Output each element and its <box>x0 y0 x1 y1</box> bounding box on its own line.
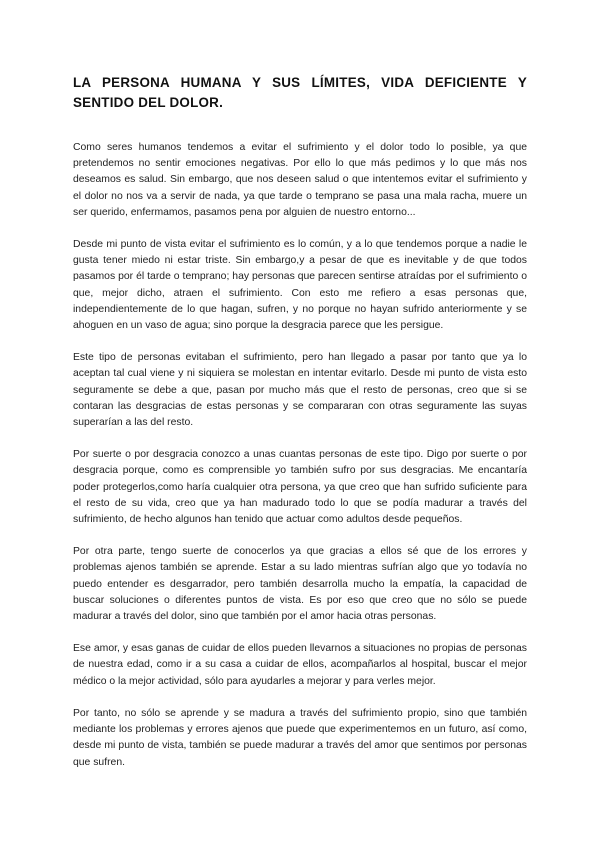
paragraph-3: Este tipo de personas evitaban el sufrimiento, pero han llegado a pasar por tanto que ya lo aceptan tal cual viene y ni siquiera se molestan en intentar evitarlo. Desde mi punto de vista esto seguramente se debe a que, pasan por mucho más que el resto de personas, creo que si se contaran las desgracias de estas personas y se compararan con otras seguramente las suyas superarían a las del resto. <box>73 352 527 429</box>
paragraph-7: Por tanto, no sólo se aprende y se madura a través del sufrimiento propio, sino que también mediante los problemas y errores ajenos que puede que experimentemos en un futuro, así como, desde mi punto de vista, también se puede madurar a través del amor que sentimos por personas que sufren. <box>73 707 527 768</box>
paragraph-5: Por otra parte, tengo suerte de conocerlos ya que gracias a ellos sé que de los errores y problemas ajenos también se aprende. Estar a su lado mientras sufrían algo que yo todavía no puedo entender es desgarrador, pero también desarrolla mucho la empatía, la capacidad de buscar soluciones o diferentes puntos de vista. Es por eso que creo que no sólo se puede madurar a través del dolor, sino que también por el amor hacia otras personas. <box>73 546 527 623</box>
document-title: LA PERSONA HUMANA Y SUS LÍMITES, VIDA DEFICIENTE Y SENTIDO DEL DOLOR. <box>73 75 527 110</box>
document-body <box>73 73 527 787</box>
paragraph-4: Por suerte o por desgracia conozco a unas cuantas personas de este tipo. Digo por suerte o por desgracia porque, como es comprensible yo también sufro por sus desgracias. Me encantaría poder protegerlos,como haría cualquier otra persona, ya que creo que han sufrido suficiente para el resto de su vida, creo que ya han madurado todo lo que se podía madurar a través del sufrimiento, de hecho algunos han tenido que actuar como adultos desde pequeños. <box>73 449 527 526</box>
paragraph-1: Como seres humanos tendemos a evitar el sufrimiento y el dolor todo lo posible, ya que pretendemos no sentir emociones negativas. Por ello lo que más pedimos y lo que más nos deseamos es salud. Sin embargo, que nos deseen salud o que intentemos evitar el sufrimiento y el dolor no nos va a servir de nada, ya que tarde o temprano se pasa una mala racha, muere un ser querido, enfermamos, pasamos pena por alguien de nuestro entorno... <box>73 142 527 218</box>
paragraph-6: Ese amor, y esas ganas de cuidar de ellos pueden llevarnos a situaciones no propias de personas de nuestra edad, como ir a su casa a cuidar de ellos, acompañarlos al hospital, buscar el mejor médico o la mejor actividad, sólo para ayudarles a mejorar y para verles mejor. <box>73 643 527 687</box>
paragraph-2: Desde mi punto de vista evitar el sufrimiento es lo común, y a lo que tendemos porque a nadie le gusta tener miedo ni estar triste. Sin embargo,y a pesar de que es inevitable y de que todos pasamos por él tarde o temprano; hay personas que parecen sentirse atraídas por el sufrimiento o que, mejor dicho, atraen el sufrimiento. Con esto me refiero a esas personas que, independientemente de lo que hagan, sufren, y no porque no hayan sufrido anteriormente y se ahoguen en un vaso de agua; sino porque la desgracia parece que les persigue. <box>73 239 527 332</box>
